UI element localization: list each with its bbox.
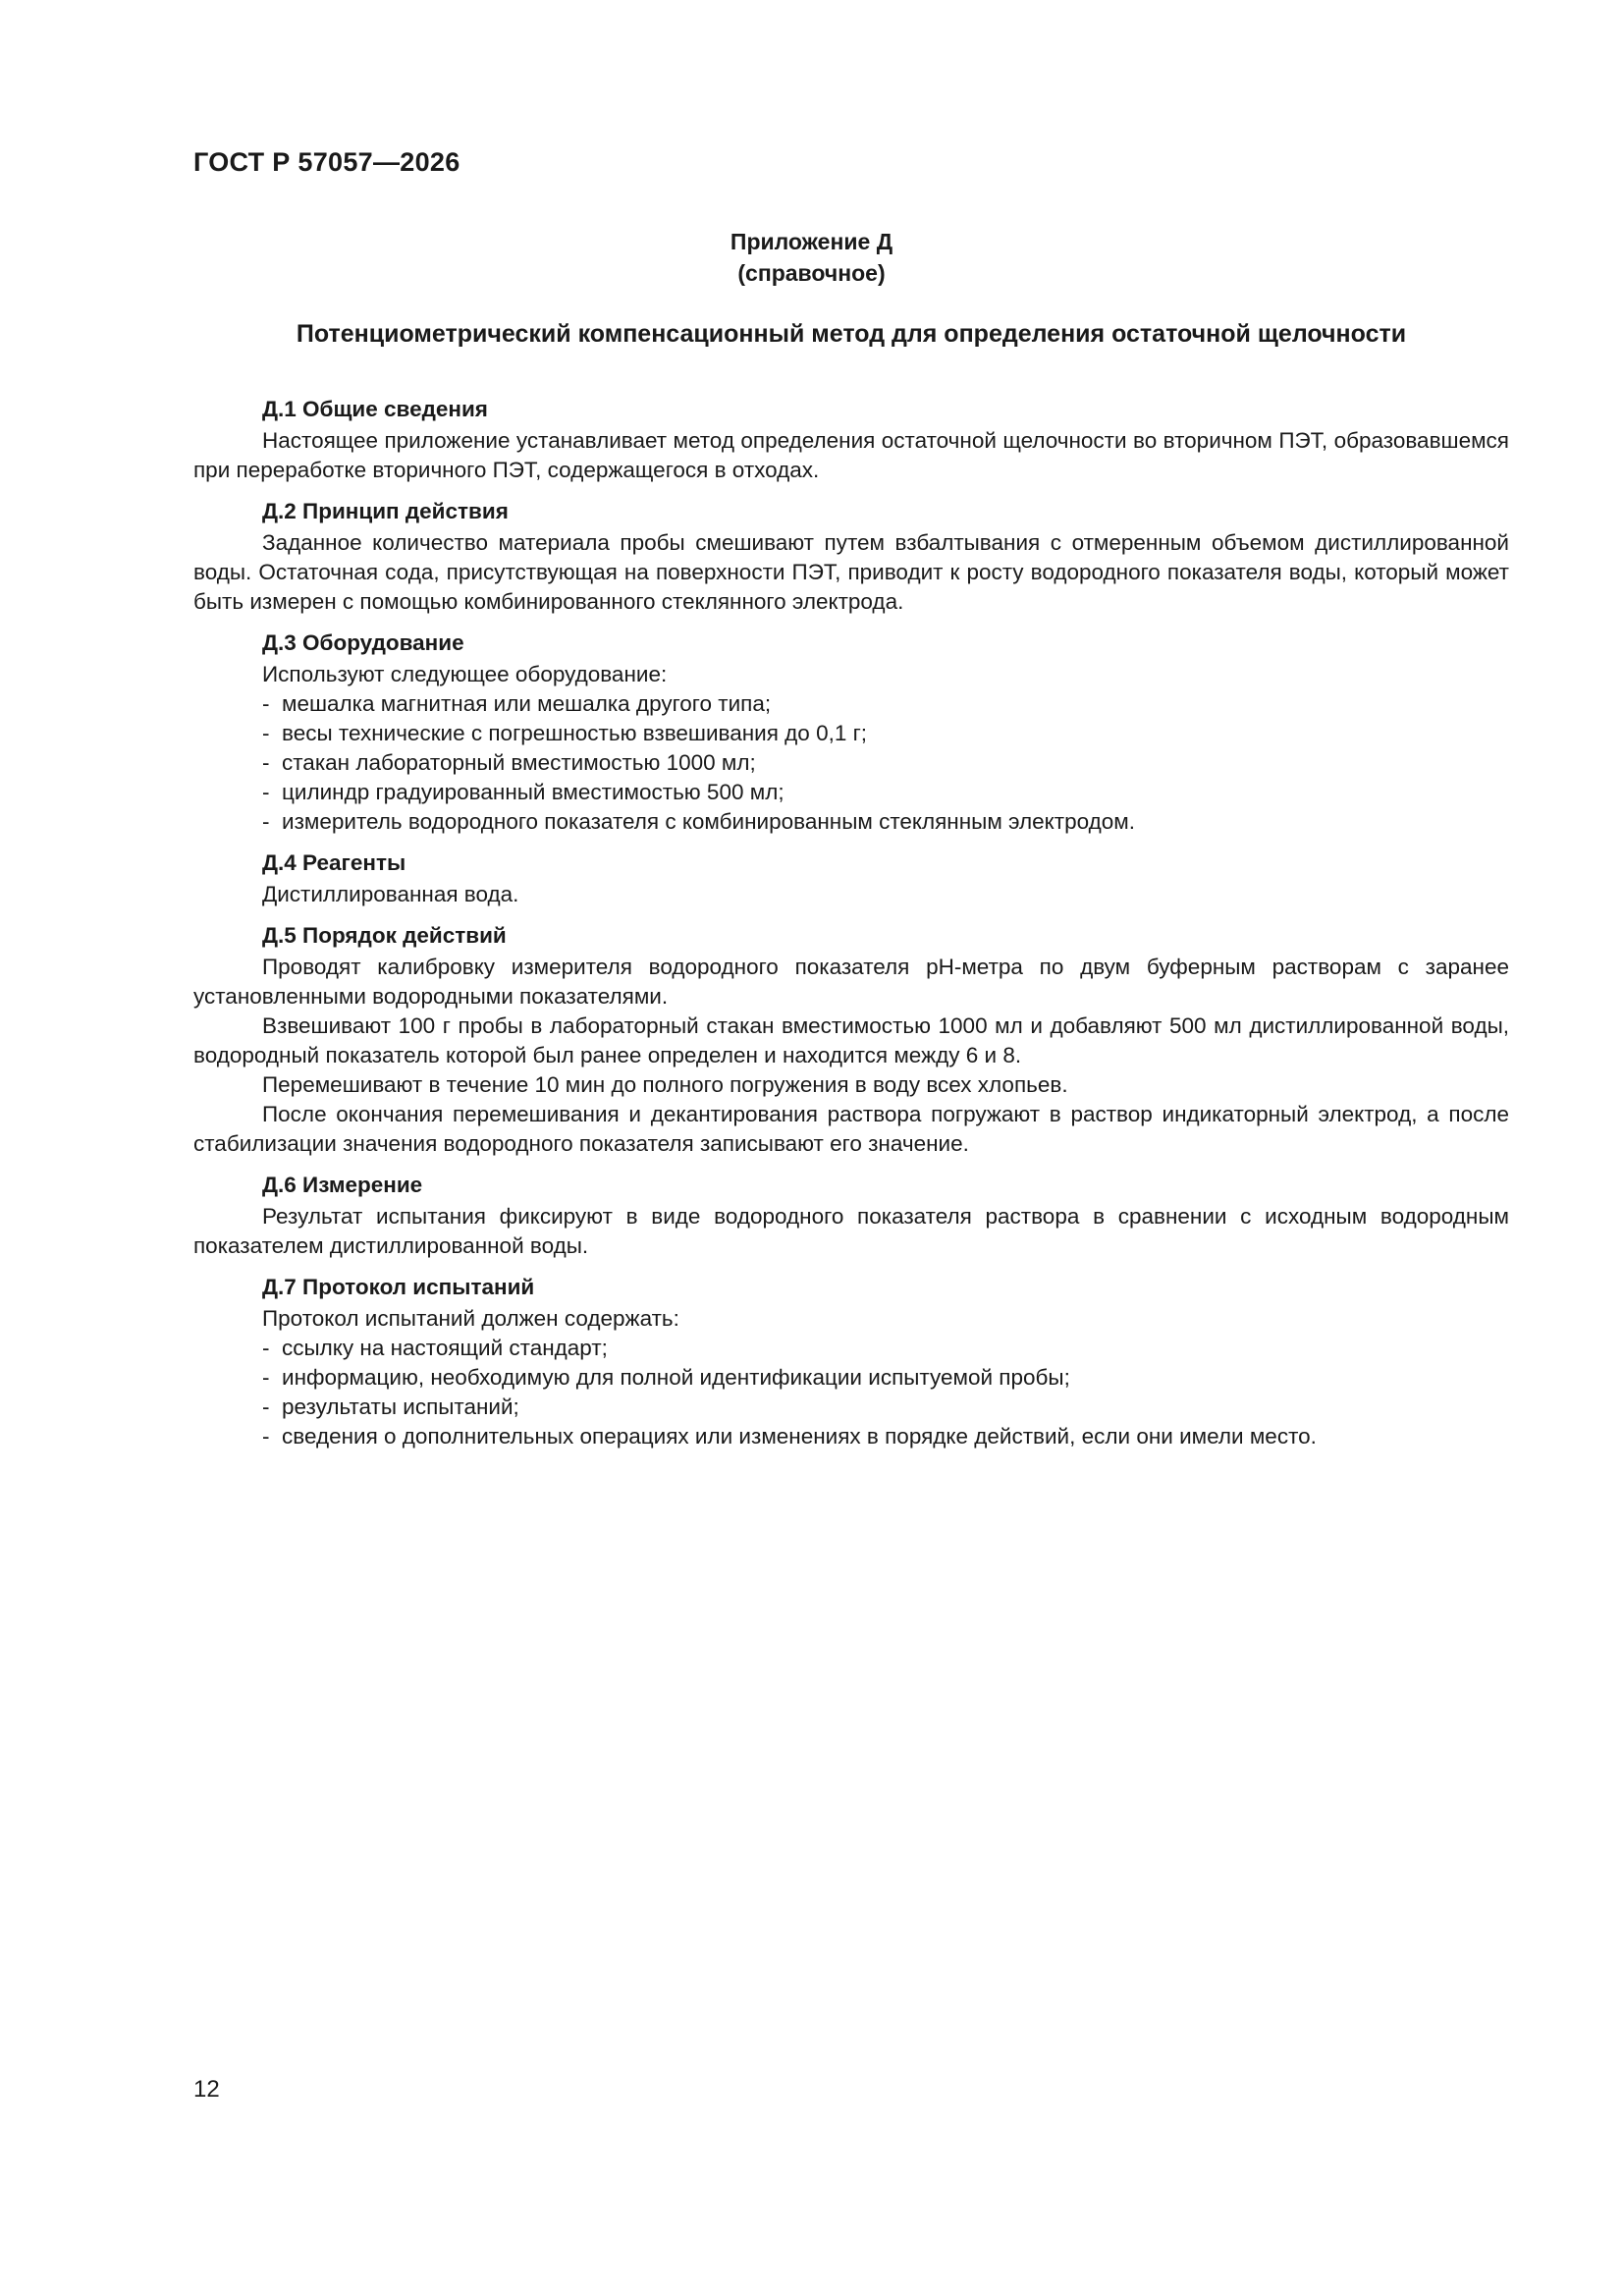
list-item: - информацию, необходимую для полной идентификации испытуемой пробы; [262,1363,1509,1393]
section-heading-d4: Д.4 Реагенты [262,850,406,875]
appendix-title: Потенциометрический компенсационный метод для определения остаточной щелочности [296,320,1407,348]
section-heading-d5: Д.5 Порядок действий [262,923,507,948]
section-d1-paragraph: Настоящее приложение устанавливает метод определения остаточной щелочности во вторичном ПЭТ, образовавшемся при переработке вторичного ПЭТ, содержащегося в отходах. [193,428,1509,482]
section-heading-d2: Д.2 Принцип действия [262,499,509,523]
list-dash: - [262,1365,270,1390]
list-item: - цилиндр градуированный вместимостью 500 мл; [262,778,1509,807]
section-d2-paragraph: Заданное количество материала пробы смешивают путем взбалтывания с отмеренным объемом дистиллированной воды. Остаточная сода, присутствующая на поверхности ПЭТ, приводит к росту водородного показателя воды, который может быть измерен с помощью комбинированного стеклянного электрода. [193,530,1509,614]
list-item: - стакан лабораторный вместимостью 1000 мл; [262,748,1509,778]
list-dash: - [262,721,270,745]
list-dash: - [262,780,270,804]
section-heading-d1: Д.1 Общие сведения [262,397,488,421]
list-item: - мешалка магнитная или мешалка другого типа; [262,689,1509,719]
section-heading-d6: Д.6 Измерение [262,1173,423,1197]
document-body [193,395,1509,1451]
list-item: - весы технические с погрешностью взвешивания до 0,1 г; [262,719,1509,748]
list-dash: - [262,691,270,716]
section-d7-intro: Протокол испытаний должен содержать: [262,1306,679,1331]
section-d5-paragraph: Перемешивают в течение 10 мин до полного погружения в воду всех хлопьев. [262,1072,1068,1097]
section-d3-intro: Используют следующее оборудование: [262,662,668,686]
list-dash: - [262,1394,270,1419]
section-d5-paragraph: Проводят калибровку измерителя водородного показателя pH-метра по двум буферным растворам с заранее установленными водородными показателями. [193,955,1509,1009]
equipment-list [193,689,1509,837]
section-d5-paragraph: Взвешивают 100 г пробы в лабораторный стакан вместимостью 1000 мл и добавляют 500 мл дистиллированной воды, водородный показатель которой был ранее определен и находится между 6 и 8. [193,1013,1509,1067]
page-number: 12 [193,2076,220,2103]
section-heading-d7: Д.7 Протокол испытаний [262,1275,535,1299]
list-item: - результаты испытаний; [262,1393,1509,1422]
appendix-type: (справочное) [737,260,886,286]
list-item: - ссылку на настоящий стандарт; [262,1334,1509,1363]
section-heading-d3: Д.3 Оборудование [262,630,464,655]
list-dash: - [262,809,270,834]
list-item: - сведения о дополнительных операциях или изменениях в порядке действий, если они имели место. [262,1422,1509,1451]
document-code: ГОСТ Р 57057—2026 [193,147,460,177]
section-d4-text: Дистиллированная вода. [262,882,519,906]
list-dash: - [262,1336,270,1360]
section-d5-paragraph: После окончания перемешивания и декантирования раствора погружают в раствор индикаторный электрод, а после стабилизации значения водородного показателя записывают его значение. [193,1102,1509,1156]
list-item: - измеритель водородного показателя с комбинированным стеклянным электродом. [262,807,1509,837]
section-d6-paragraph: Результат испытания фиксируют в виде водородного показателя раствора в сравнении с исходным водородным показателем дистиллированной воды. [193,1204,1509,1258]
list-dash: - [262,750,270,775]
list-dash: - [262,1424,270,1449]
appendix-heading [0,226,1623,289]
appendix-label: Приложение Д [730,229,893,254]
protocol-contents-list [193,1334,1509,1451]
